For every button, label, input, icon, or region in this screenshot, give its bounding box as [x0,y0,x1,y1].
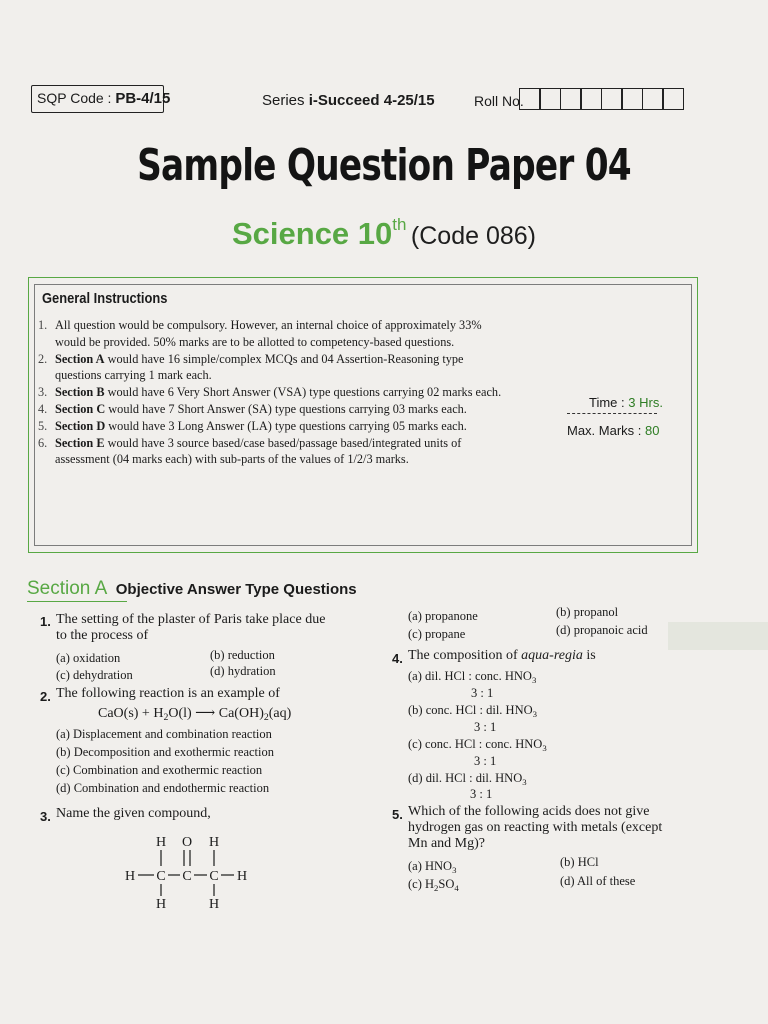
atom-label: C [156,869,166,884]
option-item: (a) propanone [408,609,478,623]
option-subscript: 3 [452,865,457,875]
question-number: 5. [392,807,403,822]
instruction-number: 3. [38,385,48,400]
option-text: (c) conc. HCl : conc. HNO [408,737,543,751]
instruction-item [38,351,508,385]
instruction-number: 1. [38,318,48,332]
option-item: (a) oxidation [56,651,121,665]
roll-digit-box [662,88,684,110]
instruction-item [38,384,508,401]
atom-label: O [181,835,193,850]
subject-code: (Code 086) [410,222,536,250]
instruction-section: Section B [55,385,105,400]
option-subscript: 4 [454,883,459,893]
instruction-number: 6. [38,435,48,450]
instruction-body: would have 3 Long Answer (LA) type questions carrying 05 marks each. [108,418,467,433]
option-item: (d) All of these [560,874,636,888]
option-item [408,737,547,752]
option-item [408,771,527,786]
instruction-text [55,401,467,418]
section-name: Section A [27,578,108,599]
instruction-body: would have 6 Very Short Answer (VSA) type questions carrying 02 marks each. [107,385,502,400]
instruction-section: Section C [55,401,106,416]
question-text-line: Which of the following acids does not give [408,804,650,819]
option-subscript: 3 [522,777,527,787]
instruction-text [55,384,501,401]
roll-number-label: Roll No. [474,93,524,109]
question-1-text [56,612,376,644]
roll-digit-box [642,88,664,110]
instruction-item [38,418,508,435]
option-text: (b) conc. HCl : dil. HNO [408,703,533,717]
question-4-text [408,648,596,664]
time-label: Time : [589,395,625,410]
series-value: i-Succeed 4-25/15 [308,92,435,109]
option-text: (c) H [408,877,435,891]
option-item: (d) propanoic acid [556,623,648,637]
instruction-body: would have 7 Short Answer (SA) type questions carrying 03 marks each. [108,401,467,416]
question-3-text: Name the given compound, [56,806,211,821]
option-subscript: 3 [542,743,547,753]
series-label: Series [262,92,305,109]
structural-formula [110,828,270,918]
option-subscript: 3 [531,675,537,685]
question-text-part: is [586,648,596,663]
instruction-item [38,317,508,351]
instruction-number: 2. [38,351,48,366]
equation-part: (aq) [268,706,292,721]
instruction-section: Section A [55,351,105,366]
option-item: (b) reduction [210,648,275,662]
option-item: (a) Displacement and combination reaction [56,727,272,741]
option-item: (d) Combination and endothermic reaction [56,781,270,795]
question-text-line: to the process of [56,628,149,643]
chemical-equation [98,706,291,722]
question-number: 2. [40,689,51,704]
series-info [262,92,435,109]
instructions-list [38,317,508,468]
instruction-text: All question would be compulsory. However, an internal choice of approximately 33% would be provided. 50% marks are to be allotted to competency-based questions. [55,318,482,349]
instruction-body: would have 3 source based/case based/passage based/integrated units of assessment (04 marks each) with sub-parts of the values of 1/2/3 marks. [55,435,462,467]
atom-label: H [124,869,136,884]
subject-superscript: th [392,215,407,234]
equation-subscript: 2 [163,712,169,723]
equation-part: O(l) ⟶ Ca(OH) [168,706,264,721]
option-subscript: 2 [434,883,439,893]
question-text-line: Mn and Mg)? [408,836,485,851]
instruction-item [38,401,508,418]
paper-subtitle [0,216,768,252]
dashed-divider [567,413,657,414]
roll-number-boxes [520,88,684,110]
roll-digit-box [580,88,602,110]
option-item: (b) propanol [556,605,619,619]
question-text-line: hydrogen gas on reacting with metals (except [408,820,663,835]
paper-title: Sample Question Paper 04 [137,140,631,191]
option-item: (c) dehydration [56,668,133,682]
time-value: 3 Hrs. [628,395,663,410]
question-2-text: The following reaction is an example of [56,686,280,701]
option-text: (a) HNO [408,859,453,873]
roll-digit-box [601,88,623,110]
question-text-line: The setting of the plaster of Paris take place due [56,612,326,627]
marks-value: 80 [645,423,660,438]
option-text: (a) dil. HCl : conc. HNO [408,669,532,683]
option-ratio: 3 : 1 [474,720,497,734]
instruction-item [38,435,508,469]
option-item [408,859,456,874]
instruction-section: Section E [55,435,105,450]
instruction-text [55,418,467,435]
roll-digit-box [621,88,643,110]
option-item [408,669,536,684]
option-item [408,703,537,718]
question-text-part: The composition of [408,648,518,663]
section-underline [27,601,127,602]
atom-label: H [208,897,220,912]
time-allowed [589,395,663,410]
atom-label: H [236,869,248,884]
instruction-text [55,435,508,469]
instruction-number: 5. [38,418,48,433]
section-heading [27,578,357,600]
option-item: (c) Combination and exothermic reaction [56,763,263,777]
section-description: Objective Answer Type Questions [115,581,357,598]
option-text: SO [438,877,455,891]
scan-tint [668,622,768,650]
roll-digit-box [539,88,561,110]
atom-label: H [208,835,220,850]
option-ratio: 3 : 1 [471,686,494,700]
option-text: (d) dil. HCl : dil. HNO [408,771,523,785]
subject-name: Science 10 [231,216,393,251]
option-item [408,877,459,892]
instruction-section: Section D [55,418,106,433]
atom-label: H [155,897,167,912]
sqp-code-value: PB-4/15 [115,90,171,107]
atom-label: C [182,869,192,884]
marks-label: Max. Marks : [567,423,642,438]
question-number: 3. [40,809,51,824]
question-text-emphasis: aqua-regia [521,648,583,663]
max-marks [567,423,660,438]
instruction-body: would have 16 simple/complex MCQs and 04 Assertion-Reasoning type questions carrying 1 mark each. [55,351,464,383]
option-subscript: 3 [532,709,538,719]
instructions-heading: General Instructions [42,290,168,307]
option-item: (b) Decomposition and exothermic reaction [56,745,274,759]
sqp-code-box [31,85,171,113]
equation-part: CaO(s) + H [98,706,164,721]
option-item: (c) propane [408,627,466,641]
sqp-code-label: SQP Code : [37,90,112,106]
option-ratio: 3 : 1 [470,787,493,801]
instruction-text [55,351,508,385]
instruction-number: 4. [38,401,48,416]
option-item: (d) hydration [210,664,276,678]
question-5-text [408,804,718,852]
equation-subscript: 2 [263,712,269,723]
atom-label: H [155,835,167,850]
question-number: 1. [40,614,51,629]
roll-digit-box [560,88,582,110]
question-number: 4. [392,651,403,666]
option-ratio: 3 : 1 [474,754,497,768]
option-item: (b) HCl [560,855,599,869]
atom-label: C [209,869,219,884]
roll-digit-box [519,88,541,110]
